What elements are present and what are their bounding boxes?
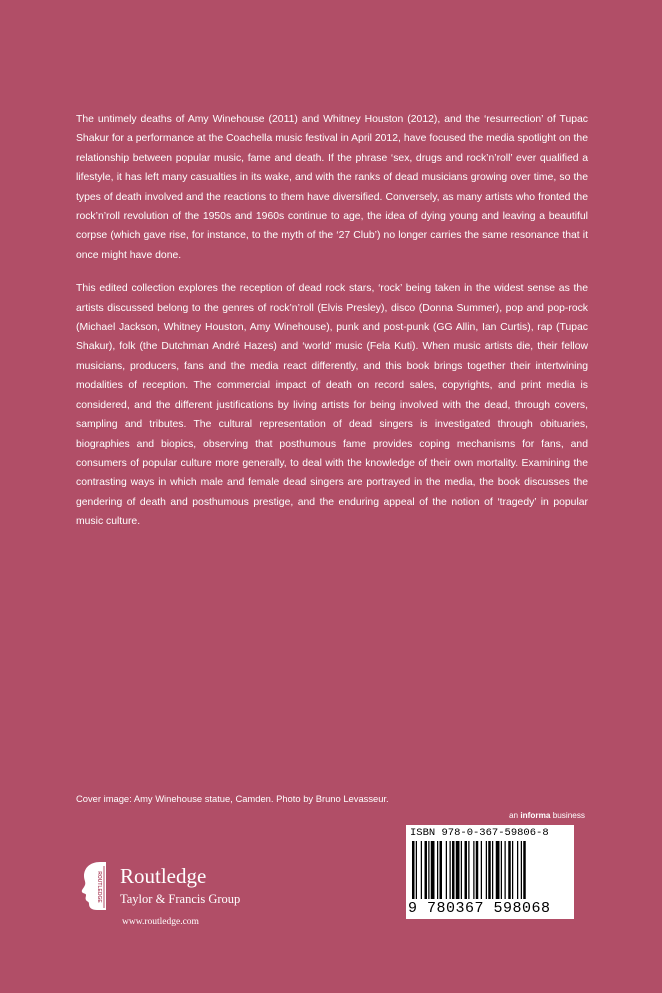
barcode-bar xyxy=(481,841,482,899)
isbn-label: ISBN 978-0-367-59806-8 xyxy=(410,827,549,839)
barcode-bar xyxy=(446,841,447,899)
barcode-bar xyxy=(421,841,422,899)
routledge-profile-icon xyxy=(76,862,110,912)
barcode-bar xyxy=(412,841,415,899)
barcode-bar xyxy=(440,841,443,899)
barcode-bar xyxy=(452,841,455,899)
barcode-bar xyxy=(523,841,526,899)
back-cover-blurb xyxy=(76,110,588,546)
barcode-bar xyxy=(505,841,506,899)
barcode-bar xyxy=(431,841,435,899)
barcode-bar xyxy=(492,841,493,899)
barcode-bar xyxy=(428,841,429,899)
publisher-name: Routledge xyxy=(120,864,207,888)
informa-brand: informa xyxy=(520,811,551,820)
barcode-bar xyxy=(468,841,469,899)
informa-prefix: an xyxy=(509,811,519,820)
cover-image-credit: Cover image: Amy Winehouse statue, Camden. Photo by Bruno Levasseur. xyxy=(76,793,389,804)
barcode-bar xyxy=(517,841,518,899)
barcode-bar xyxy=(456,841,460,899)
barcode-bar xyxy=(416,841,417,899)
barcode-bar xyxy=(512,841,513,899)
blurb-paragraph-1: The untimely deaths of Amy Winehouse (2011) and Whitney Houston (2012), and the ‘resurrection’ of Tupac Shakur for a performance at the Coachella music festival in April 2012, have focused the media spotlight on the relationship between popular music, fame and death. If the phrase ‘sex, drugs and rock’n’roll’ ever qualified a lifestyle, it has left many casualties in its wake, and with the ranks of dead musicians growing over time, so the types of death involved and the reactions to them have diversified. Conversely, as many artists who fronted the rock’n’roll revolution of the 1950s and 1960s continue to age, the idea of dying young and leaving a beautiful corpse (which gave rise, for instance, to the myth of the ‘27 Club’) no longer carries the same resonance that it once might have done. xyxy=(76,114,588,261)
barcode-bar xyxy=(476,841,479,899)
barcode-bar xyxy=(437,841,438,899)
barcode-bar xyxy=(508,841,511,899)
publisher-url[interactable]: www.routledge.com xyxy=(122,917,199,927)
barcode-bar xyxy=(425,841,428,899)
barcode-bars xyxy=(412,841,568,901)
barcode-bar xyxy=(465,841,468,899)
barcode-bar xyxy=(461,841,462,899)
barcode-bar xyxy=(521,841,522,899)
routledge-vertical-text: ROUTLEDGE xyxy=(96,871,102,903)
routledge-logo xyxy=(76,862,256,927)
informa-suffix: business xyxy=(552,811,586,820)
isbn-barcode xyxy=(406,825,574,919)
blurb-paragraph-2: This edited collection explores the reception of dead rock stars, ‘rock’ being taken in the widest sense as the artists discussed belong to the genres of rock’n’roll (Elvis Presley), disco (Donna Summer), pop and pop-rock (Michael Jackson, Whitney Houston, Amy Winehouse), punk and post-punk (GG Allin, Ian Curtis), rap (Tupac Shakur), folk (the Dutchman André Hazes) and ‘world’ music (Fela Kuti). When music artists die, their fellow musicians, producers, fans and the media react differently, and this book brings together their intertwining modalities of reception. The commercial impact of death on record sales, copyrights, and print media is considered, and the different justifications by living artists for being involved with the dead, through covers, sampling and tributes. The cultural representation of dead singers is investigated through obituaries, biographies and biopics, observing that posthumous fame provides coping mechanisms for fans, and consumers of popular culture more generally, to deal with the knowledge of their own mortality. Examining the contrasting ways in which male and female dead singers are portrayed in the media, the book discusses the gendering of death and posthumous prestige, and the enduring appeal of the notion of ‘tragedy’ in popular music culture. xyxy=(76,283,588,528)
barcode-bar xyxy=(501,841,502,899)
barcode-bar xyxy=(496,841,500,899)
barcode-bar xyxy=(473,841,474,899)
barcode-bar xyxy=(486,841,487,899)
informa-tagline xyxy=(509,811,585,820)
barcode-bar xyxy=(450,841,451,899)
barcode-bar xyxy=(488,841,491,899)
isbn-digits: 9 780367 598068 xyxy=(408,900,551,917)
publisher-group: Taylor & Francis Group xyxy=(120,892,241,906)
